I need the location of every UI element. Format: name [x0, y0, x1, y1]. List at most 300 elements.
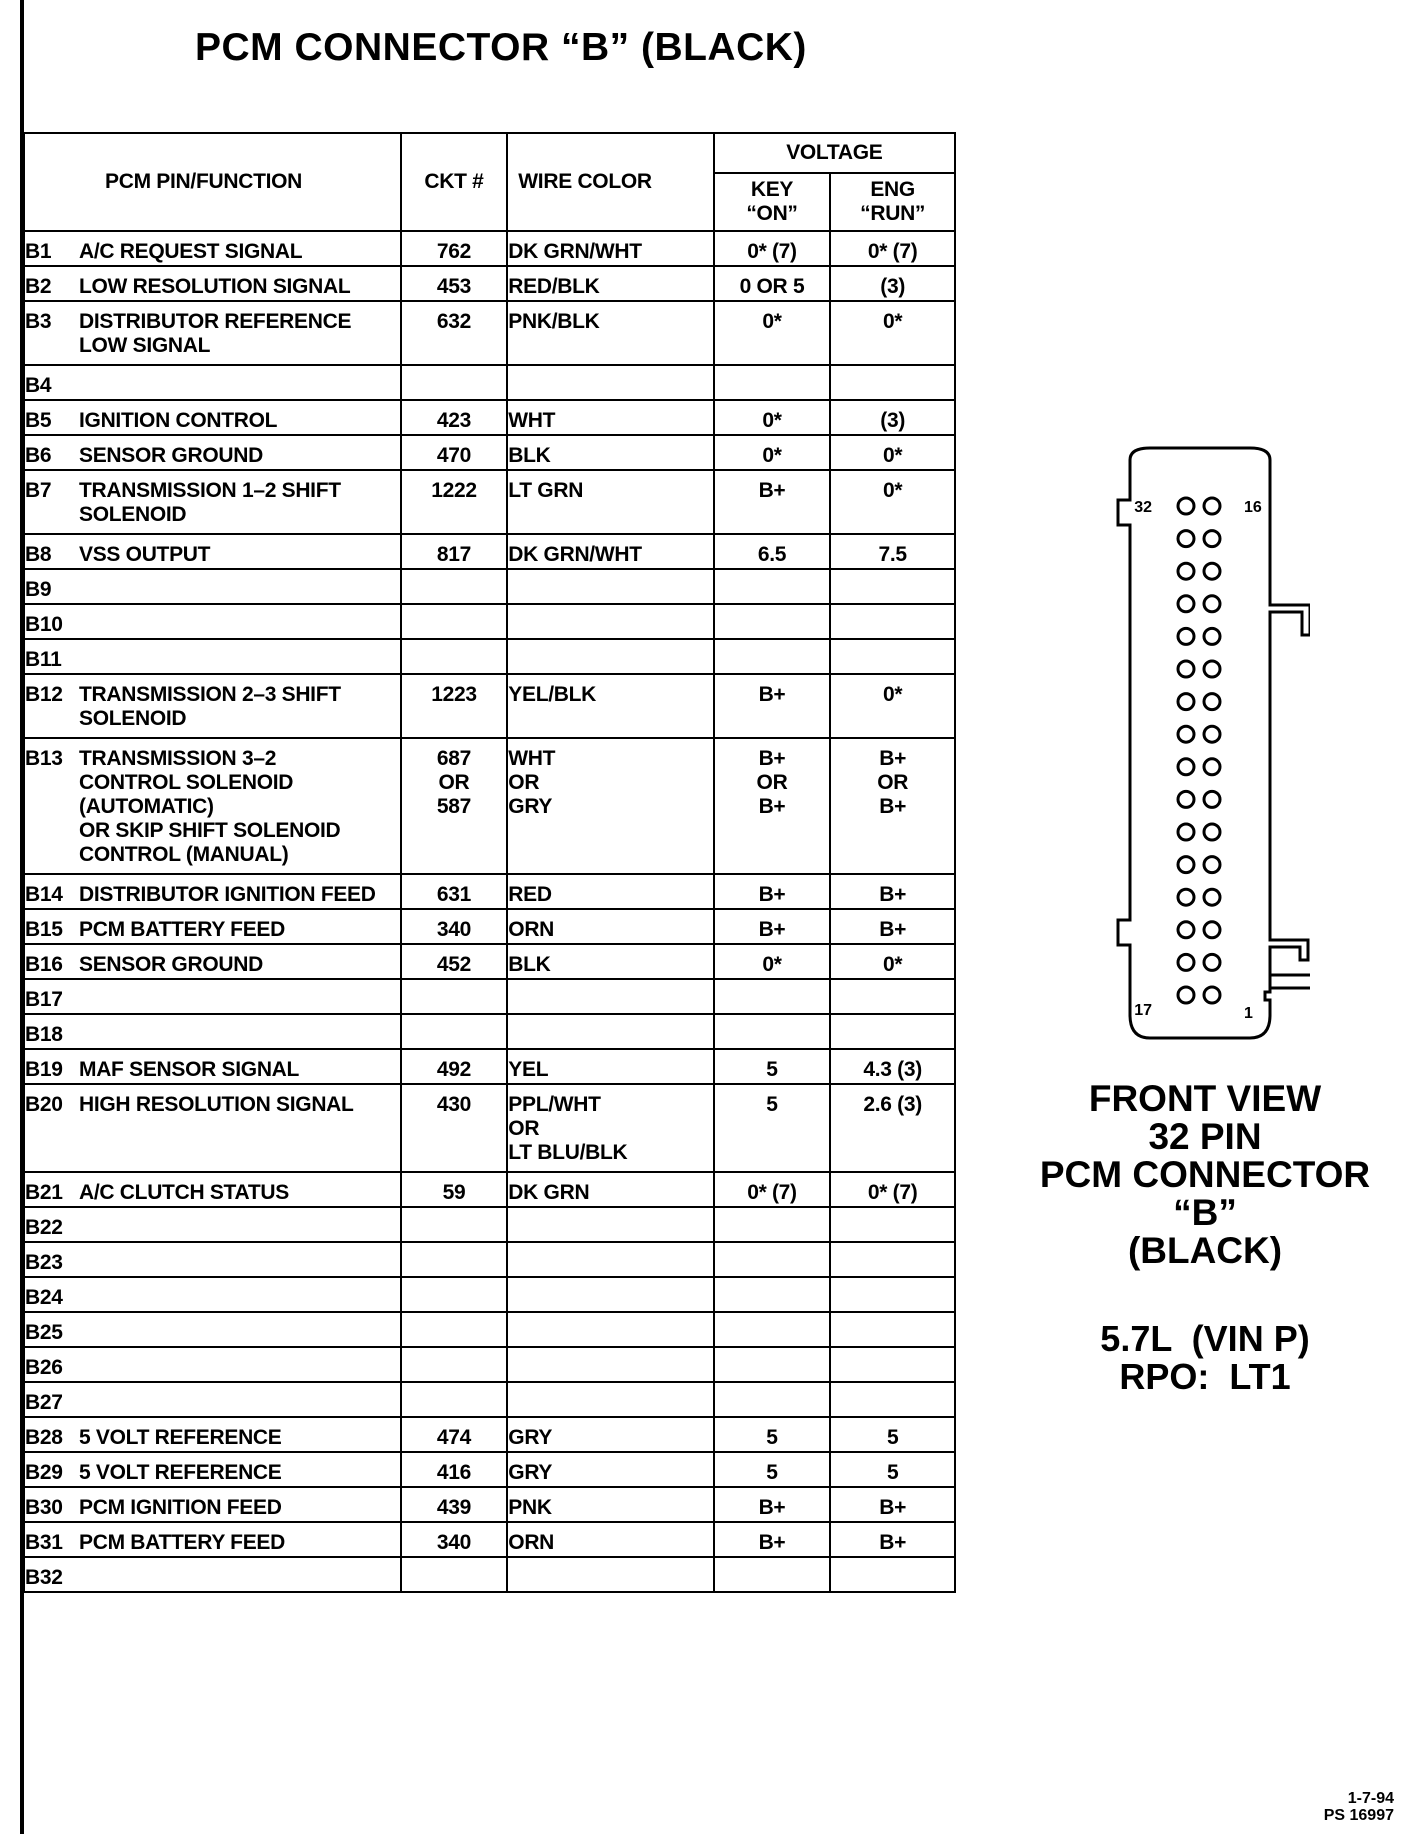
voltage-key-on: 0*: [714, 435, 831, 470]
header-eng-run: ENG “RUN”: [830, 173, 955, 231]
voltage-key-on: [714, 604, 831, 639]
connector-pin-hole: [1204, 531, 1220, 547]
pin-function-cell: [24, 1242, 401, 1277]
table-row: [24, 1417, 955, 1452]
voltage-key-on: 0*: [714, 301, 831, 365]
caption-color: (BLACK): [1127, 1230, 1283, 1271]
circuit-number: [401, 365, 508, 400]
pin-id: B1: [25, 240, 52, 263]
wire-color: [507, 569, 713, 604]
table-row: [24, 1049, 955, 1084]
table-row: [24, 301, 955, 365]
pin-function: IGNITION CONTROL: [79, 409, 278, 432]
wire-color: GRY: [507, 1452, 713, 1487]
circuit-number: [401, 1014, 508, 1049]
wire-color: GRY: [507, 1417, 713, 1452]
voltage-eng-run: 0*: [830, 435, 955, 470]
caption-pin-count: 32 PIN: [1148, 1116, 1262, 1157]
voltage-eng-run: [830, 604, 955, 639]
wire-color: YEL/BLK: [507, 674, 713, 738]
voltage-key-on: [714, 1312, 831, 1347]
table-row: [24, 1522, 955, 1557]
connector-pin-hole: [1178, 531, 1194, 547]
table-row: [24, 1347, 955, 1382]
connector-pin-hole: [1204, 824, 1220, 840]
voltage-eng-run: 0* (7): [830, 231, 955, 266]
pin-id: B13: [25, 747, 63, 770]
pin-id: B22: [25, 1216, 63, 1239]
connector-pin-hole: [1204, 498, 1220, 514]
pin-label-16: 16: [1244, 499, 1262, 516]
pin-id: B7: [25, 479, 52, 502]
voltage-eng-run: (3): [830, 266, 955, 301]
voltage-key-on: B+: [714, 1487, 831, 1522]
pin-function-cell: [24, 1487, 401, 1522]
engine-caption: [1010, 1320, 1400, 1396]
voltage-key-on: [714, 1347, 831, 1382]
voltage-key-on: [714, 1382, 831, 1417]
header-key-on: KEY “ON”: [714, 173, 831, 231]
table-row: [24, 979, 955, 1014]
table-row: [24, 674, 955, 738]
circuit-number: 59: [401, 1172, 508, 1207]
voltage-eng-run: [830, 639, 955, 674]
wire-color: [507, 1347, 713, 1382]
pin-function-cell: [24, 738, 401, 874]
connector-pin-hole: [1204, 857, 1220, 873]
connector-pin-hole: [1178, 889, 1194, 905]
pin-function-cell: [24, 604, 401, 639]
voltage-eng-run: [830, 1014, 955, 1049]
header-voltage: VOLTAGE: [714, 133, 955, 173]
voltage-eng-run: B+: [830, 1522, 955, 1557]
circuit-number: 416: [401, 1452, 508, 1487]
caption-letter: “B”: [1173, 1192, 1237, 1233]
circuit-number: 423: [401, 400, 508, 435]
pin-function-cell: [24, 1277, 401, 1312]
pin-function: SENSOR GROUND: [79, 444, 263, 467]
pin-label-1: 1: [1244, 1005, 1253, 1022]
voltage-key-on: B+: [714, 1522, 831, 1557]
table-row: [24, 569, 955, 604]
table-row: [24, 1207, 955, 1242]
connector-pin-hole: [1204, 987, 1220, 1003]
table-row: [24, 534, 955, 569]
circuit-number: [401, 1277, 508, 1312]
connector-pin-hole: [1178, 922, 1194, 938]
table-row: [24, 1242, 955, 1277]
circuit-number: 1222: [401, 470, 508, 534]
circuit-number: [401, 604, 508, 639]
pin-id: B9: [25, 578, 52, 601]
voltage-key-on: 0* (7): [714, 231, 831, 266]
connector-pin-hole: [1178, 791, 1194, 807]
table-row: [24, 231, 955, 266]
pin-id: B17: [25, 988, 63, 1011]
caption-engine: 5.7L (VIN P): [1100, 1318, 1310, 1359]
pin-function: A/C CLUTCH STATUS: [79, 1181, 289, 1204]
wire-color: RED: [507, 874, 713, 909]
voltage-eng-run: B+ OR B+: [830, 738, 955, 874]
table-row: [24, 909, 955, 944]
pin-function: DISTRIBUTOR REFERENCE LOW SIGNAL: [79, 310, 352, 357]
header-function: PCM PIN/FUNCTION: [24, 133, 401, 231]
wire-color: [507, 1207, 713, 1242]
pin-id: B28: [25, 1426, 63, 1449]
table-row: [24, 1487, 955, 1522]
circuit-number: 452: [401, 944, 508, 979]
page-title: PCM CONNECTOR “B” (BLACK): [195, 26, 807, 69]
voltage-eng-run: 0*: [830, 674, 955, 738]
pin-function-cell: [24, 470, 401, 534]
circuit-number: 430: [401, 1084, 508, 1172]
connector-pin-hole: [1204, 889, 1220, 905]
pin-id: B26: [25, 1356, 63, 1379]
connector-pin-hole: [1178, 596, 1194, 612]
voltage-eng-run: 5: [830, 1417, 955, 1452]
table-row: [24, 435, 955, 470]
voltage-eng-run: [830, 1382, 955, 1417]
connector-pin-hole: [1178, 563, 1194, 579]
wire-color: [507, 1242, 713, 1277]
voltage-eng-run: [830, 1277, 955, 1312]
pin-function: HIGH RESOLUTION SIGNAL: [79, 1093, 354, 1116]
pin-function: VSS OUTPUT: [79, 543, 211, 566]
wire-color: BLK: [507, 435, 713, 470]
wire-color: [507, 1557, 713, 1592]
voltage-key-on: 0* (7): [714, 1172, 831, 1207]
connector-pin-hole: [1178, 726, 1194, 742]
voltage-key-on: [714, 569, 831, 604]
pin-id: B19: [25, 1058, 63, 1081]
pin-function-cell: [24, 1049, 401, 1084]
voltage-eng-run: 0*: [830, 301, 955, 365]
pin-function: PCM BATTERY FEED: [79, 918, 285, 941]
pin-function: TRANSMISSION 2–3 SHIFT SOLENOID: [79, 683, 341, 730]
table-row: [24, 266, 955, 301]
wire-color: [507, 365, 713, 400]
pin-function-cell: [24, 1382, 401, 1417]
connector-pin-hole: [1178, 628, 1194, 644]
pin-id: B23: [25, 1251, 63, 1274]
circuit-number: [401, 1557, 508, 1592]
table-row: [24, 1277, 955, 1312]
table-row: [24, 1312, 955, 1347]
table-row: [24, 470, 955, 534]
circuit-number: 340: [401, 1522, 508, 1557]
pin-id: B11: [25, 648, 62, 671]
connector-caption: [1010, 1080, 1400, 1270]
voltage-key-on: [714, 1014, 831, 1049]
pin-id: B30: [25, 1496, 63, 1519]
pin-id: B4: [25, 374, 52, 397]
pin-id: B2: [25, 275, 52, 298]
voltage-key-on: B+ OR B+: [714, 738, 831, 874]
circuit-number: [401, 1242, 508, 1277]
pin-function: TRANSMISSION 3–2 CONTROL SOLENOID (AUTOMATIC) OR SKIP SHIFT SOLENOID CONTROL (MANUAL): [79, 747, 341, 866]
pin-function-cell: [24, 1014, 401, 1049]
pin-function-cell: [24, 400, 401, 435]
wire-color: RED/BLK: [507, 266, 713, 301]
pin-function: A/C REQUEST SIGNAL: [79, 240, 303, 263]
pin-function: PCM BATTERY FEED: [79, 1531, 285, 1554]
pin-function-cell: [24, 569, 401, 604]
header-wire-color: WIRE COLOR: [507, 133, 713, 231]
pin-function: TRANSMISSION 1–2 SHIFT SOLENOID: [79, 479, 341, 526]
pin-id: B32: [25, 1566, 63, 1589]
voltage-key-on: B+: [714, 470, 831, 534]
header-ckt: CKT #: [401, 133, 508, 231]
connector-pin-hole: [1204, 726, 1220, 742]
connector-pin-hole: [1204, 954, 1220, 970]
wire-color: WHT OR GRY: [507, 738, 713, 874]
connector-pin-hole: [1178, 987, 1194, 1003]
table-row: [24, 1014, 955, 1049]
circuit-number: [401, 569, 508, 604]
circuit-number: 474: [401, 1417, 508, 1452]
voltage-eng-run: [830, 1557, 955, 1592]
voltage-eng-run: [830, 1312, 955, 1347]
wire-color: DK GRN/WHT: [507, 534, 713, 569]
pin-function-cell: [24, 231, 401, 266]
pin-id: B3: [25, 310, 52, 333]
circuit-number: [401, 1382, 508, 1417]
wire-color: [507, 639, 713, 674]
connector-pin-hole: [1178, 824, 1194, 840]
voltage-key-on: 0*: [714, 944, 831, 979]
circuit-number: 762: [401, 231, 508, 266]
pin-function-cell: [24, 979, 401, 1014]
pin-function-cell: [24, 435, 401, 470]
wire-color: DK GRN/WHT: [507, 231, 713, 266]
pin-function: DISTRIBUTOR IGNITION FEED: [79, 883, 376, 906]
wire-color: [507, 1382, 713, 1417]
footer-date: 1-7-94: [1347, 1790, 1394, 1807]
connector-pin-hole: [1178, 498, 1194, 514]
wire-color: DK GRN: [507, 1172, 713, 1207]
pin-function-cell: [24, 301, 401, 365]
connector-pin-hole: [1204, 791, 1220, 807]
voltage-eng-run: [830, 1347, 955, 1382]
table-row: [24, 1382, 955, 1417]
circuit-number: 340: [401, 909, 508, 944]
voltage-eng-run: [830, 569, 955, 604]
pin-id: B6: [25, 444, 52, 467]
wire-color: ORN: [507, 909, 713, 944]
wire-color: PNK: [507, 1487, 713, 1522]
voltage-key-on: [714, 1557, 831, 1592]
wire-color: WHT: [507, 400, 713, 435]
voltage-key-on: [714, 979, 831, 1014]
voltage-eng-run: 5: [830, 1452, 955, 1487]
pin-table: [23, 132, 956, 1593]
voltage-eng-run: (3): [830, 400, 955, 435]
pin-function-cell: [24, 1084, 401, 1172]
circuit-number: [401, 639, 508, 674]
footer-code: PS 16997: [1323, 1807, 1394, 1824]
circuit-number: [401, 1347, 508, 1382]
table-row: [24, 604, 955, 639]
voltage-key-on: B+: [714, 674, 831, 738]
wire-color: [507, 604, 713, 639]
connector-pin-hole: [1178, 857, 1194, 873]
circuit-number: 492: [401, 1049, 508, 1084]
voltage-key-on: 5: [714, 1417, 831, 1452]
voltage-eng-run: [830, 1242, 955, 1277]
voltage-eng-run: B+: [830, 909, 955, 944]
pin-id: B12: [25, 683, 63, 706]
voltage-key-on: 0*: [714, 400, 831, 435]
pin-function-cell: [24, 1172, 401, 1207]
table-row: [24, 400, 955, 435]
voltage-eng-run: 7.5: [830, 534, 955, 569]
circuit-number: 470: [401, 435, 508, 470]
pin-function-cell: [24, 909, 401, 944]
pin-function-cell: [24, 874, 401, 909]
connector-pin-hole: [1204, 922, 1220, 938]
pin-function: SENSOR GROUND: [79, 953, 263, 976]
circuit-number: 687 OR 587: [401, 738, 508, 874]
connector-pin-hole: [1178, 759, 1194, 775]
table-row: [24, 944, 955, 979]
wire-color: LT GRN: [507, 470, 713, 534]
connector-pin-grid: [1178, 498, 1220, 1003]
pin-function: 5 VOLT REFERENCE: [79, 1461, 282, 1484]
pin-table-body: [24, 231, 955, 1592]
wire-color: BLK: [507, 944, 713, 979]
connector-pin-hole: [1204, 661, 1220, 677]
circuit-number: 631: [401, 874, 508, 909]
voltage-eng-run: [830, 979, 955, 1014]
circuit-number: 453: [401, 266, 508, 301]
voltage-eng-run: B+: [830, 874, 955, 909]
table-row: [24, 874, 955, 909]
wire-color: PNK/BLK: [507, 301, 713, 365]
voltage-key-on: 0 OR 5: [714, 266, 831, 301]
connector-pin-hole: [1204, 563, 1220, 579]
footer: [1324, 1790, 1394, 1824]
pin-function-cell: [24, 1312, 401, 1347]
table-row: [24, 365, 955, 400]
connector-front-view-diagram: [1090, 440, 1310, 1040]
voltage-key-on: [714, 1242, 831, 1277]
voltage-key-on: [714, 1277, 831, 1312]
voltage-key-on: B+: [714, 909, 831, 944]
pin-function-cell: [24, 1347, 401, 1382]
pin-function-cell: [24, 365, 401, 400]
pin-function-cell: [24, 1557, 401, 1592]
wire-color: [507, 979, 713, 1014]
connector-pin-hole: [1178, 661, 1194, 677]
pin-function: PCM IGNITION FEED: [79, 1496, 282, 1519]
pin-function-cell: [24, 1522, 401, 1557]
pin-id: B29: [25, 1461, 63, 1484]
pin-id: B5: [25, 409, 52, 432]
pin-function: 5 VOLT REFERENCE: [79, 1426, 282, 1449]
circuit-number: 632: [401, 301, 508, 365]
pin-id: B25: [25, 1321, 63, 1344]
pin-function-cell: [24, 266, 401, 301]
wire-color: [507, 1312, 713, 1347]
pin-label-17: 17: [1134, 1002, 1152, 1019]
wire-color: PPL/WHT OR LT BLU/BLK: [507, 1084, 713, 1172]
voltage-eng-run: [830, 365, 955, 400]
pin-function-cell: [24, 674, 401, 738]
wire-color: YEL: [507, 1049, 713, 1084]
voltage-eng-run: 0*: [830, 470, 955, 534]
voltage-key-on: [714, 365, 831, 400]
connector-pin-hole: [1178, 694, 1194, 710]
table-row: [24, 1557, 955, 1592]
pin-function-cell: [24, 1207, 401, 1242]
table-row: [24, 1084, 955, 1172]
wire-color: [507, 1014, 713, 1049]
voltage-key-on: 5: [714, 1084, 831, 1172]
pin-id: B16: [25, 953, 63, 976]
voltage-eng-run: 4.3 (3): [830, 1049, 955, 1084]
pin-id: B15: [25, 918, 63, 941]
circuit-number: 439: [401, 1487, 508, 1522]
pin-id: B20: [25, 1093, 63, 1116]
connector-pin-hole: [1204, 596, 1220, 612]
caption-connector: PCM CONNECTOR: [1039, 1154, 1371, 1195]
voltage-key-on: 5: [714, 1049, 831, 1084]
pin-id: B21: [25, 1181, 63, 1204]
connector-pin-hole: [1204, 628, 1220, 644]
circuit-number: 1223: [401, 674, 508, 738]
voltage-key-on: 5: [714, 1452, 831, 1487]
voltage-key-on: [714, 639, 831, 674]
connector-pin-hole: [1204, 694, 1220, 710]
table-row: [24, 1172, 955, 1207]
circuit-number: [401, 1312, 508, 1347]
connector-pin-hole: [1204, 759, 1220, 775]
pin-function-cell: [24, 534, 401, 569]
pin-function-cell: [24, 639, 401, 674]
table-row: [24, 639, 955, 674]
voltage-eng-run: 0*: [830, 944, 955, 979]
pin-id: B8: [25, 543, 52, 566]
pin-id: B24: [25, 1286, 63, 1309]
voltage-key-on: 6.5: [714, 534, 831, 569]
caption-front-view: FRONT VIEW: [1088, 1078, 1322, 1119]
caption-rpo: RPO: LT1: [1119, 1356, 1291, 1397]
voltage-eng-run: [830, 1207, 955, 1242]
voltage-eng-run: 2.6 (3): [830, 1084, 955, 1172]
pin-id: B10: [25, 613, 63, 636]
circuit-number: [401, 1207, 508, 1242]
pin-id: B18: [25, 1023, 63, 1046]
pin-function: MAF SENSOR SIGNAL: [79, 1058, 300, 1081]
table-row: [24, 1452, 955, 1487]
circuit-number: 817: [401, 534, 508, 569]
pin-id: B27: [25, 1391, 63, 1414]
pin-label-32: 32: [1134, 499, 1152, 516]
pin-function-cell: [24, 944, 401, 979]
voltage-key-on: [714, 1207, 831, 1242]
pin-id: B14: [25, 883, 63, 906]
pin-function-cell: [24, 1417, 401, 1452]
table-row: [24, 738, 955, 874]
voltage-key-on: B+: [714, 874, 831, 909]
pin-function: LOW RESOLUTION SIGNAL: [79, 275, 351, 298]
circuit-number: [401, 979, 508, 1014]
voltage-eng-run: B+: [830, 1487, 955, 1522]
connector-pin-hole: [1178, 954, 1194, 970]
wire-color: [507, 1277, 713, 1312]
pin-function-cell: [24, 1452, 401, 1487]
wire-color: ORN: [507, 1522, 713, 1557]
